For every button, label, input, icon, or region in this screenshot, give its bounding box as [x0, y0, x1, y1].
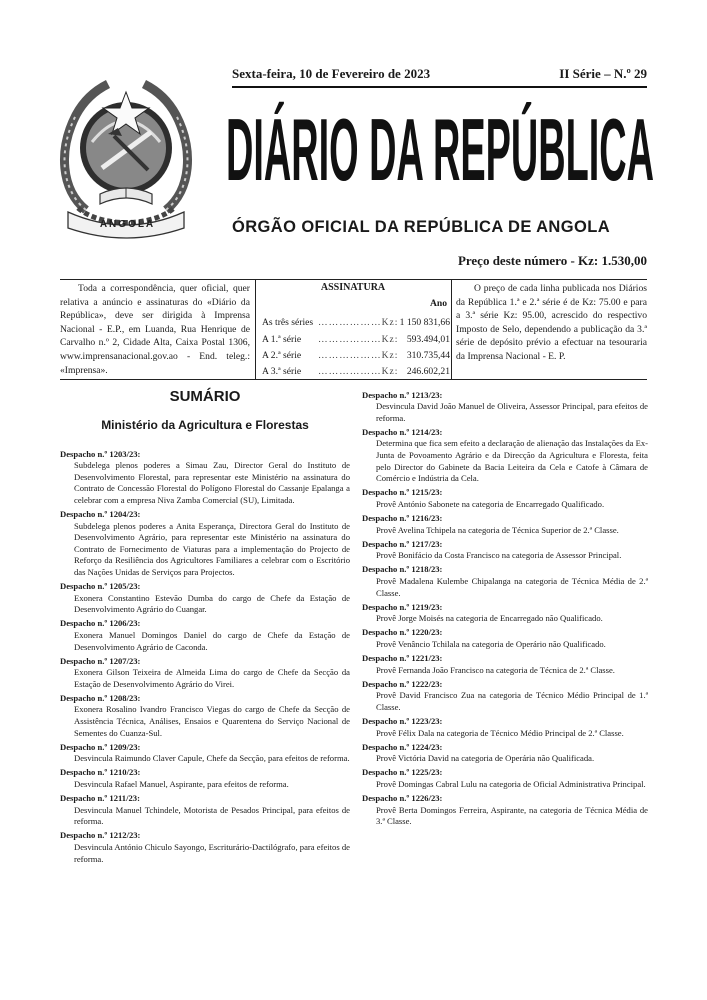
despacho-heading: Despacho n.º 1222/23: [362, 678, 443, 689]
subscription-row [262, 334, 450, 345]
despacho-text: Exonera Gilson Teixeira de Almeida Lima do cargo de Chefe da Secção da Estação de Desenvolvimento Agrário do Virei. [74, 667, 350, 689]
despacho-heading: Despacho n.º 1219/23: [362, 601, 443, 612]
despacho-heading: Despacho n.º 1223/23: [362, 715, 443, 726]
issue-price: Preço deste número - Kz: 1.530,00 [457, 253, 647, 268]
despacho-text: Provê Bonifácio da Costa Francisco na categoria de Assessor Principal. [376, 550, 622, 561]
despacho-entry [60, 581, 350, 616]
despacho-text: Provê António Sabonete na categoria de Encarregado Qualificado. [376, 498, 605, 509]
ministry-heading: Ministério da Agricultura e Florestas [101, 418, 309, 432]
masthead-title-text: DIÁRIO DA REPÚBLICA [226, 100, 654, 198]
publication-date: Sexta-feira, 10 de Fevereiro de 2023 [232, 66, 431, 81]
despacho-heading: Despacho n.º 1215/23: [362, 487, 443, 498]
despacho-entry [60, 767, 350, 790]
despacho-heading: Despacho n.º 1217/23: [362, 538, 443, 549]
subscription-row [262, 317, 450, 328]
correspondence-note: Toda a correspondência, quer oficial, quer relativa a anúncio e assinaturas do «Diário da República», deve ser dirigida à Imprensa Nacional - E.P., em Luanda, Rua Henrique de Carvalho n.º 2, Cidade Alta, Caixa Postal 1306, www.imprensanacional.gov.ao - End. teleg.: «Imprensa». [60, 283, 250, 376]
despacho-heading: Despacho n.º 1212/23: [60, 830, 141, 841]
despacho-heading: Despacho n.º 1204/23: [60, 508, 141, 519]
subscription-value: 246.602,21 [406, 366, 450, 377]
despacho-text: Provê Berta Domingos Ferreira, Aspirante, na categoria de Técnica Média de 3.ª Classe. [376, 804, 648, 827]
summary-title: SUMÁRIO [169, 388, 241, 405]
despacho-entry [362, 679, 648, 714]
despacho-entry [60, 793, 350, 828]
despacho-heading: Despacho n.º 1210/23: [60, 767, 141, 778]
despacho-entry [60, 449, 350, 507]
despacho-entry [362, 742, 648, 765]
despacho-text: Provê Avelina Tchipela na categoria de Técnica Superior de 2.ª Classe. [376, 524, 619, 535]
despacho-entry [60, 693, 350, 739]
header-rule [232, 86, 647, 88]
subscription-label: A 1.ª série [262, 334, 302, 345]
angola-coat-of-arms-emblem [56, 70, 196, 240]
despacho-heading: Despacho n.º 1207/23: [60, 655, 141, 666]
subscription-dots: ………………Kz: [318, 350, 399, 361]
despacho-entry [362, 487, 648, 510]
despacho-entry [60, 618, 350, 653]
subscription-label: A 2.ª série [262, 350, 302, 361]
despacho-text: Provê Victória David na categoria de Operária não Qualificada. [376, 753, 595, 764]
despacho-heading: Despacho n.º 1205/23: [60, 581, 141, 592]
despacho-entry [60, 656, 350, 691]
despacho-entry [362, 793, 648, 828]
masthead-title [226, 98, 656, 198]
despacho-entry [362, 427, 648, 485]
despacho-text: Desvincula Rafael Manuel, Aspirante, para efeitos de reforma. [74, 779, 289, 790]
despacho-heading: Despacho n.º 1209/23: [60, 741, 141, 752]
despacho-entry [362, 716, 648, 739]
despacho-text: Subdelega plenos poderes a Anita Esperança, Directora Geral do Instituto de Desenvolvimento Agrário, para representar este Ministério na assinatura do Contrato de Fornecimento de Viaturas para a implementação do Projecto de Reforço da Resiliência dos Agricultores Familiares a celebrar com o Escritório das Nações Unidas de Serviços para Projectos. [74, 520, 350, 577]
info-bottom-rule [60, 379, 647, 380]
subscription-title: ASSINATURA [320, 282, 386, 293]
despacho-text: Subdelega plenos poderes a Simau Zau, Director Geral do Instituto de Desenvolvimento Florestal, para representar este Ministério na assinatura do Contrato de Concessão Florestal do Polígono Florestal do Cassanje Epalanga a celebrar com a empresa Niva Zamba Comercial (SU), Limitada. [74, 460, 350, 505]
despacho-text: Provê David Francisco Zua na categoria de Técnico Médio Principal de 1.ª Classe. [376, 690, 648, 712]
despacho-entry [362, 627, 648, 650]
subscription-row [262, 366, 450, 377]
despacho-heading: Despacho n.º 1224/23: [362, 741, 443, 752]
subscription-row [262, 350, 450, 361]
despacho-heading: Despacho n.º 1206/23: [60, 618, 141, 629]
despacho-entry [362, 602, 648, 625]
subscription-dots: ………………Kz: [318, 334, 399, 345]
despacho-text: Desvincula Raimundo Claver Capule, Chefe da Secção, para efeitos de reforma. [74, 753, 350, 764]
despacho-text: Provê Félix Dala na categoria de Técnico Médio Principal de 2.ª Classe. [376, 727, 624, 738]
despacho-text: Desvincula António Chiculo Sayongo, Escriturário-Dactilógrafo, para efeitos de reforma. [74, 842, 350, 864]
despacho-entry [60, 742, 350, 765]
despacho-heading: Despacho n.º 1226/23: [362, 793, 443, 803]
despacho-heading: Despacho n.º 1225/23: [362, 767, 443, 778]
subscription-label: A 3.ª série [262, 366, 302, 377]
despacho-heading: Despacho n.º 1213/23: [362, 389, 443, 400]
despacho-text: Exonera Manuel Domingos Daniel do cargo de Chefe da Estação de Desenvolvimento Agrário de Caconda. [74, 629, 350, 652]
summary-left-column [60, 446, 350, 865]
despacho-entry [60, 509, 350, 579]
despacho-text: Determina que fica sem efeito a declaração de alienação das Instalações da Ex-Junta de Povoamento Agrário e da Direcção da Agricultura e Floresta, feita pelo Director do Gabinete da Bacia Leiteira da Cela e Catofe à Câmara de Comércio e Indústria da Cela. [376, 438, 648, 484]
despacho-text: Provê Domingas Cabral Lulu na categoria de Oficial Administrativa Principal. [376, 778, 646, 789]
line-price-note: O preço de cada linha publicada nos Diários da República 1.ª e 2.ª série é de Kz: 75.00 e para a 3.ª série Kz: 95.00, acrescido do respectivo Imposto de Selo, dependendo a publicação da 3.ª série de depósito prévio a efectuar na tesouraria da Imprensa Nacional - E. P. [456, 283, 647, 362]
despacho-text: Exonera Rosalino Ivandro Francisco Viegas do cargo de Chefe da Secção de Assistência Técnica, Análises, Ensaios e Quarentena do Serviço Nacional de Sementes do Cuanza-Sul. [74, 704, 350, 738]
despacho-heading: Despacho n.º 1216/23: [362, 512, 443, 523]
despacho-text: Provê Fernanda João Francisco na categoria de Técnica de 2.ª Classe. [376, 664, 615, 675]
summary-right-column [362, 387, 648, 828]
series-number: II Série – N.º 29 [559, 66, 647, 81]
subscription-dots: ………………Kz: [318, 366, 399, 377]
despacho-heading: Despacho n.º 1214/23: [362, 426, 443, 437]
despacho-entry [362, 767, 648, 790]
despacho-heading: Despacho n.º 1218/23: [362, 564, 443, 575]
despacho-entry [362, 539, 648, 562]
despacho-heading: Despacho n.º 1208/23: [60, 692, 141, 703]
despacho-text: Provê Jorge Moisés na categoria de Encarregado não Qualificado. [376, 613, 603, 624]
despacho-text: Desvincula David João Manuel de Oliveira, Assessor Principal, para efeitos de reforma. [376, 401, 648, 423]
info-divider-left [255, 279, 256, 379]
despacho-entry [362, 653, 648, 676]
despacho-heading: Despacho n.º 1211/23: [60, 793, 140, 804]
despacho-entry [362, 564, 648, 599]
despacho-heading: Despacho n.º 1221/23: [362, 652, 443, 663]
subscription-value: 593.494,01 [406, 334, 450, 345]
subscription-value: 1 150 831,66 [399, 317, 450, 328]
despacho-text: Provê Venâncio Tchilala na categoria de Operário não Qualificado. [376, 638, 606, 649]
masthead-subtitle: ÓRGÃO OFICIAL DA REPÚBLICA DE ANGOLA [232, 218, 611, 236]
despacho-heading: Despacho n.º 1203/23: [60, 448, 141, 459]
despacho-entry [362, 513, 648, 536]
info-divider-right [451, 279, 452, 379]
despacho-text: Desvincula Manuel Tchindele, Motorista de Pesados Principal, para efeitos de reforma. [74, 804, 350, 827]
despacho-entry [362, 390, 648, 425]
despacho-heading: Despacho n.º 1220/23: [362, 627, 443, 638]
subscription-year-label: Ano [429, 298, 447, 309]
despacho-text: Exonera Constantino Estevão Dumba do cargo de Chefe da Estação de Desenvolvimento Agrário do Cuangar. [74, 592, 350, 615]
despacho-entry [60, 830, 350, 865]
subscription-dots: ………………Kz: [318, 317, 399, 328]
subscription-value: 310.735,44 [406, 350, 450, 361]
emblem-ribbon-text: ANGOLA [99, 219, 156, 230]
info-top-rule [60, 279, 647, 280]
subscription-label: As três séries [262, 317, 314, 328]
despacho-text: Provê Madalena Kulembe Chipalanga na categoria de Técnica Média de 2.ª Classe. [376, 575, 648, 598]
